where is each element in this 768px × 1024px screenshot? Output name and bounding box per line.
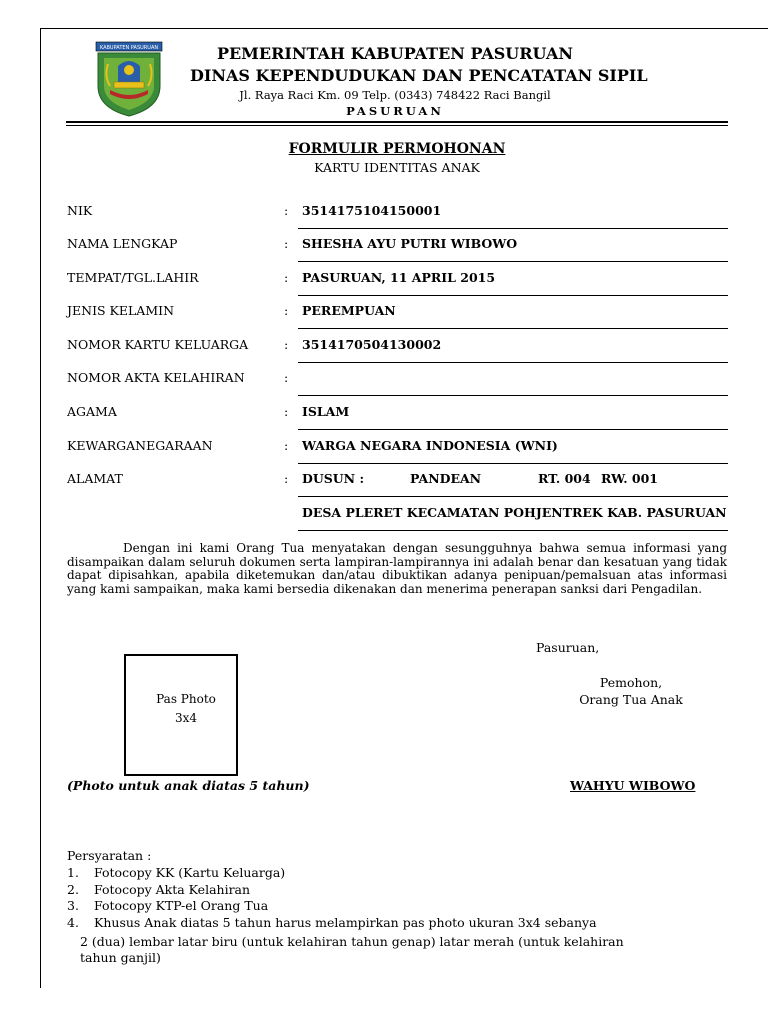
field-colon: : [284, 471, 289, 486]
field-underline [298, 463, 728, 464]
field-colon: : [284, 404, 289, 419]
field-label: ALAMAT [67, 471, 123, 486]
address-dusun-value: PANDEAN [410, 471, 482, 486]
signature-role-detail: Orang Tua Anak [579, 692, 683, 707]
list-item: Fotocopy Akta Kelahiran [94, 882, 251, 897]
field-label: AGAMA [67, 404, 117, 419]
field-colon: : [284, 438, 289, 453]
header-agency-title: DINAS KEPENDUDUKAN DAN PENCATATAN SIPIL [190, 66, 648, 85]
header-city: PASURUAN [346, 104, 444, 118]
field-underline [298, 228, 728, 229]
list-item: Fotocopy KK (Kartu Keluarga) [94, 865, 286, 880]
field-value: PEREMPUAN [302, 303, 396, 318]
list-item: Fotocopy KTP-el Orang Tua [94, 898, 269, 913]
list-item-number: 1. [67, 865, 79, 880]
list-item-continuation: tahun ganjil) [80, 950, 161, 965]
field-underline [298, 295, 728, 296]
field-underline [298, 362, 728, 363]
pasuruan-regency-crest-icon [90, 40, 168, 118]
field-colon: : [284, 203, 289, 218]
photo-size: 3x4 [174, 711, 198, 725]
header-government-title: PEMERINTAH KABUPATEN PASURUAN [216, 44, 574, 63]
address-line2: DESA PLERET KECAMATAN POHJENTREK KAB. PASURUAN [302, 505, 727, 520]
field-colon: : [284, 370, 289, 385]
field-label: KEWARGANEGARAAN [67, 438, 213, 453]
signature-name: WAHYU WIBOWO [570, 778, 696, 793]
field-label: NIK [67, 203, 93, 218]
field-value: PASURUAN, 11 APRIL 2015 [302, 270, 496, 285]
field-underline [298, 496, 728, 497]
signature-city: Pasuruan, [536, 640, 600, 655]
field-label: NOMOR KARTU KELUARGA [67, 337, 249, 352]
field-label: NOMOR AKTA KELAHIRAN [67, 370, 245, 385]
address-dusun-label: DUSUN : [302, 471, 365, 486]
field-value: SHESHA AYU PUTRI WIBOWO [302, 236, 518, 251]
list-item-number: 4. [67, 915, 79, 930]
signature-role: Pemohon, [599, 675, 663, 690]
requirements-heading: Persyaratan : [67, 848, 152, 863]
page-top-border [40, 28, 768, 29]
form-subtitle: KARTU IDENTITAS ANAK [314, 160, 480, 175]
field-label: JENIS KELAMIN [67, 303, 175, 318]
field-underline [298, 530, 728, 531]
address-rw: RW. 001 [601, 471, 659, 486]
header-divider-thick [66, 121, 728, 123]
form-title: FORMULIR PERMOHONAN [288, 141, 506, 157]
photo-label: Pas Photo [156, 692, 216, 706]
logo-banner-text: KABUPATEN PASURUAN [99, 45, 159, 51]
list-item-number: 3. [67, 898, 79, 913]
field-colon: : [284, 337, 289, 352]
address-rt: RT. 004 [538, 471, 591, 486]
field-underline [298, 429, 728, 430]
list-item-continuation: 2 (dua) lembar latar biru (untuk kelahiran tahun genap) latar merah (untuk kelahiran [80, 934, 624, 949]
field-underline [298, 328, 728, 329]
field-underline [298, 395, 728, 396]
field-value: 3514175104150001 [302, 203, 442, 218]
field-label: NAMA LENGKAP [67, 236, 178, 251]
field-underline [298, 261, 728, 262]
header-address: Jl. Raya Raci Km. 09 Telp. (0343) 748422 Raci Bangil [239, 88, 551, 102]
field-value: WARGA NEGARA INDONESIA (WNI) [302, 438, 558, 453]
photo-note: (Photo untuk anak diatas 5 tahun) [67, 778, 310, 793]
field-value: 3514170504130002 [302, 337, 442, 352]
statement-paragraph [67, 542, 727, 596]
field-colon: : [284, 270, 289, 285]
list-item: Khusus Anak diatas 5 tahun harus melampirkan pas photo ukuran 3x4 sebanya [94, 915, 597, 930]
page-left-border [40, 28, 41, 988]
list-item-number: 2. [67, 882, 79, 897]
header-divider-thin [66, 125, 728, 126]
field-label: TEMPAT/TGL.LAHIR [67, 270, 199, 285]
field-value: ISLAM [302, 404, 350, 419]
field-colon: : [284, 303, 289, 318]
field-colon: : [284, 236, 289, 251]
statement-text: Dengan ini kami Orang Tua menyatakan dengan sesungguhnya bahwa semua informasi yang disampaikan dalam seluruh dokumen serta lampiran-lampirannya ini adalah benar dan kesatuan yang tidak dapat dipisahkan, apabila diketemukan dan/atau dibuktikan adanya penipuan/pemalsuan atas informasi yang kami sampaikan, maka kami bersedia dikenakan dan menerima penerapan sanksi dari Pengadilan. [67, 541, 727, 596]
